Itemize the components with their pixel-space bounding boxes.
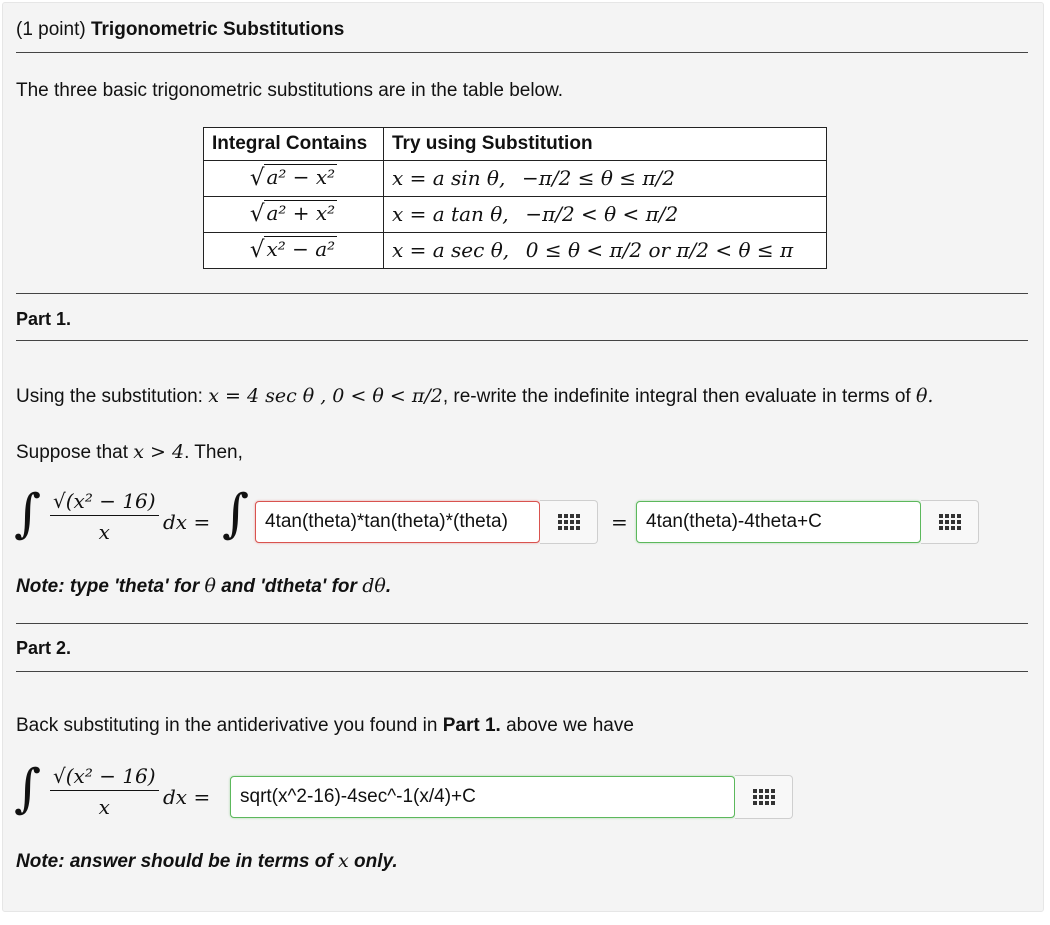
title-label: Trigonometric Substitutions <box>90 19 345 40</box>
part1-heading: Part 1. <box>16 309 72 329</box>
substitution-range: −π/2 ≤ θ ≤ π/2 <box>522 166 675 190</box>
equation-palette-icon <box>753 789 775 805</box>
integral-expression <box>14 759 42 819</box>
substitution-table <box>203 127 827 269</box>
equation-palette-button[interactable] <box>921 500 979 544</box>
table-row <box>204 161 827 197</box>
part1-note: Note: type 'theta' for θ and 'dtheta' for dθ. <box>16 575 392 597</box>
integrand-fraction: √(x² − 16) x <box>50 489 159 544</box>
substitution-formula: x = a tan θ, <box>392 202 509 226</box>
table-row <box>204 197 827 233</box>
equation-palette-icon <box>939 514 961 530</box>
equation-palette-button[interactable] <box>540 500 598 544</box>
equals-sign: = <box>611 510 628 534</box>
problem-title <box>16 19 344 41</box>
integral-expression <box>14 484 42 544</box>
intro-text: The three basic trigonometric substitutions are in the table below. <box>16 80 564 101</box>
substitution-formula: x = a sec θ, <box>392 238 510 262</box>
integral-sign: ∫ <box>14 484 42 544</box>
equation-palette-icon <box>558 514 580 530</box>
table-header-integral: Integral Contains <box>204 128 384 161</box>
radical: √ x² − a² <box>249 237 336 264</box>
part2-note: Note: answer should be in terms of x only. <box>16 850 398 872</box>
divider <box>16 671 1028 672</box>
divider <box>16 623 1028 624</box>
divider <box>16 52 1028 53</box>
equation-palette-button[interactable] <box>735 775 793 819</box>
integral-sign: ∫ <box>14 759 42 819</box>
divider <box>16 293 1028 294</box>
answer-input-back-substitution[interactable]: sqrt(x^2-16)-4sec^-1(x/4)+C <box>230 776 735 818</box>
part2-heading: Part 2. <box>16 638 72 658</box>
table-header-substitution: Try using Substitution <box>384 128 827 161</box>
part1-instruction: Using the substitution: x = 4 sec θ , 0 < θ < π/2, re-write the indefinite integral then evaluate in terms of θ. <box>16 385 934 407</box>
substitution-range: 0 ≤ θ < π/2 or π/2 < θ ≤ π <box>525 238 794 262</box>
substitution-formula: x = a sin θ, <box>392 166 506 190</box>
part2-instruction: Back substituting in the antiderivative you found in Part 1. above we have <box>16 715 634 736</box>
answer-input-antiderivative[interactable]: 4tan(theta)-4theta+C <box>636 501 921 543</box>
table-row <box>204 233 827 269</box>
integrand-fraction: √(x² − 16) x <box>50 764 159 819</box>
dx-equals: dx = <box>163 785 211 809</box>
radical: √ a² + x² <box>249 201 336 228</box>
points-label: (1 point) <box>16 19 86 40</box>
radical: √ a² − x² <box>249 165 336 192</box>
answer-input-integral[interactable]: 4tan(theta)*tan(theta)*(theta) <box>255 501 540 543</box>
dx-equals: dx = <box>163 510 211 534</box>
divider <box>16 340 1028 341</box>
substitution-expression: x = 4 sec θ , 0 < θ < π/2 <box>208 385 443 407</box>
substitution-range: −π/2 < θ < π/2 <box>525 202 679 226</box>
integral-sign: ∫ <box>222 484 250 544</box>
part1-suppose: Suppose that x > 4. Then, <box>16 441 243 463</box>
